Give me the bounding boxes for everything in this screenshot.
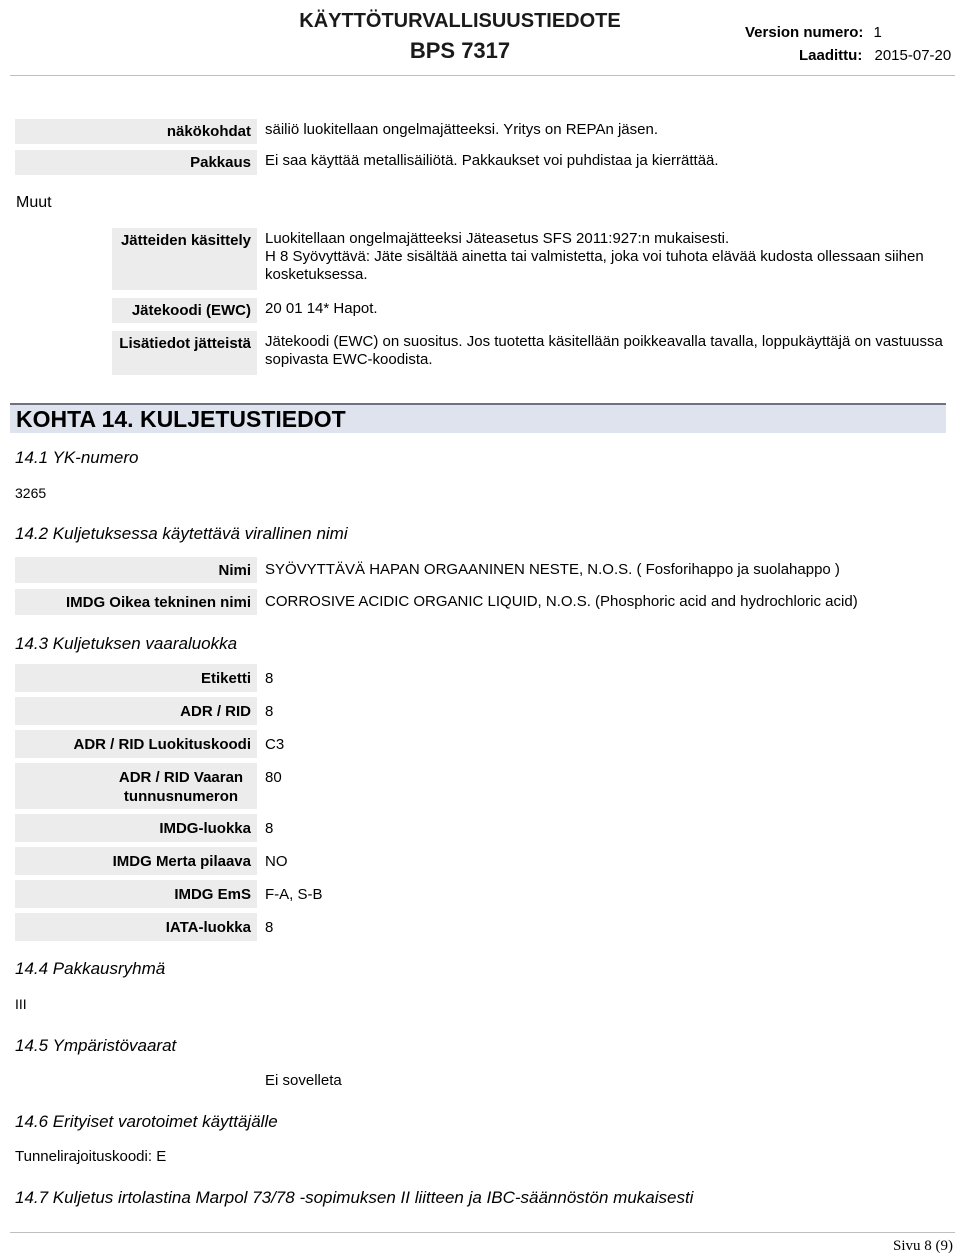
label-pakkaus: Pakkaus	[15, 150, 257, 175]
label-etiketti: Etiketti	[15, 664, 257, 692]
label-imdg-name: IMDG Oikea tekninen nimi	[15, 589, 257, 615]
value-lisatiedot: Jätekoodi (EWC) on suositus. Jos tuotetta käsitellään poikkeavalla tavalla, loppukäyttäjä on vastuussa sopivasta EWC-koodista.	[265, 333, 943, 368]
value-nakokohdat: säiliö luokitellaan ongelmajätteeksi. Yritys on REPAn jäsen.	[265, 121, 658, 138]
label-iata-luokka: IATA-luokka	[15, 913, 257, 941]
version-value: 1	[873, 24, 882, 41]
label-vaaran-text: ADR / RID Vaaran tunnusnumeron	[118, 769, 244, 805]
date-info	[799, 47, 951, 64]
label-imdg-luokka: IMDG-luokka	[15, 814, 257, 842]
version-label: Version numero:	[745, 24, 864, 41]
value-iata-luokka: 8	[265, 919, 274, 936]
label-nakokohdat: näkökohdat	[15, 119, 257, 144]
s144-title: 14.4 Pakkausryhmä	[15, 959, 166, 978]
value-imdg-name: CORROSIVE ACIDIC ORGANIC LIQUID, N.O.S. (Phosphoric acid and hydrochloric acid)	[265, 593, 858, 610]
s146-value: Tunnelirajoituskoodi: E	[15, 1148, 167, 1165]
label-jatteiden-kasittely: Jätteiden käsittely	[112, 228, 257, 290]
s144-value: III	[15, 996, 27, 1012]
header-divider	[10, 75, 955, 76]
product-name: BPS 7317	[409, 38, 511, 63]
s141-value: 3265	[15, 485, 47, 501]
label-lisatiedot: Lisätiedot jätteistä	[112, 331, 257, 375]
s141-title: 14.1 YK-numero	[15, 448, 139, 467]
value-jatekoodi: 20 01 14* Hapot.	[265, 300, 378, 317]
s145-title: 14.5 Ympäristövaarat	[15, 1036, 177, 1055]
page-number: Sivu 8 (9)	[893, 1238, 953, 1254]
value-jatteiden-kasittely: Luokitellaan ongelmajätteeksi Jäteasetus SFS 2011:927:n mukaisesti. H 8 Syövyttävä: Jäte sisältää ainetta tai valmistetta, joka voi tuhota elävää kudosta ollessaan siihen kosketuksessa.	[265, 230, 924, 283]
value-luokituskoodi: C3	[265, 736, 285, 753]
s147-title: 14.7 Kuljetus irtolastina Marpol 73/78 -sopimuksen II liitteen ja IBC-säännöstön mukaisesti	[15, 1188, 694, 1207]
document-title: KÄYTTÖTURVALLISUUSTIEDOTE	[299, 10, 621, 32]
value-adr-rid: 8	[265, 703, 274, 720]
section-title: KOHTA 14. KULJETUSTIEDOT	[16, 406, 346, 432]
label-nimi: Nimi	[15, 557, 257, 583]
value-vaaran-tunnusnumero: 80	[265, 769, 282, 786]
s145-value: Ei sovelleta	[265, 1072, 342, 1089]
value-pakkaus: Ei saa käyttää metallisäiliötä. Pakkaukset voi puhdistaa ja kierrättää.	[265, 152, 719, 169]
value-imdg-ems: F-A, S-B	[265, 886, 323, 903]
muut-heading: Muut	[16, 194, 52, 211]
s142-title: 14.2 Kuljetuksessa käytettävä virallinen nimi	[15, 524, 348, 543]
value-imdg-luokka: 8	[265, 820, 274, 837]
version-info	[745, 24, 882, 41]
value-etiketti: 8	[265, 670, 274, 687]
label-adr-rid: ADR / RID	[15, 697, 257, 725]
footer-divider	[10, 1232, 955, 1233]
date-value: 2015-07-20	[874, 47, 952, 64]
label-imdg-ems: IMDG EmS	[15, 880, 257, 908]
s146-title: 14.6 Erityiset varotoimet käyttäjälle	[15, 1112, 278, 1131]
label-luokituskoodi: ADR / RID Luokituskoodi	[15, 730, 257, 758]
value-nimi: SYÖVYTTÄVÄ HAPAN ORGAANINEN NESTE, N.O.S. ( Fosforihappo ja suolahappo )	[265, 561, 840, 578]
label-jatekoodi: Jätekoodi (EWC)	[112, 298, 257, 323]
value-imdg-merta: NO	[265, 853, 288, 870]
date-label: Laadittu:	[799, 47, 863, 64]
label-imdg-merta: IMDG Merta pilaava	[15, 847, 257, 875]
label-vaaran-tunnusnumero	[15, 763, 257, 809]
s143-title: 14.3 Kuljetuksen vaaraluokka	[15, 634, 238, 653]
